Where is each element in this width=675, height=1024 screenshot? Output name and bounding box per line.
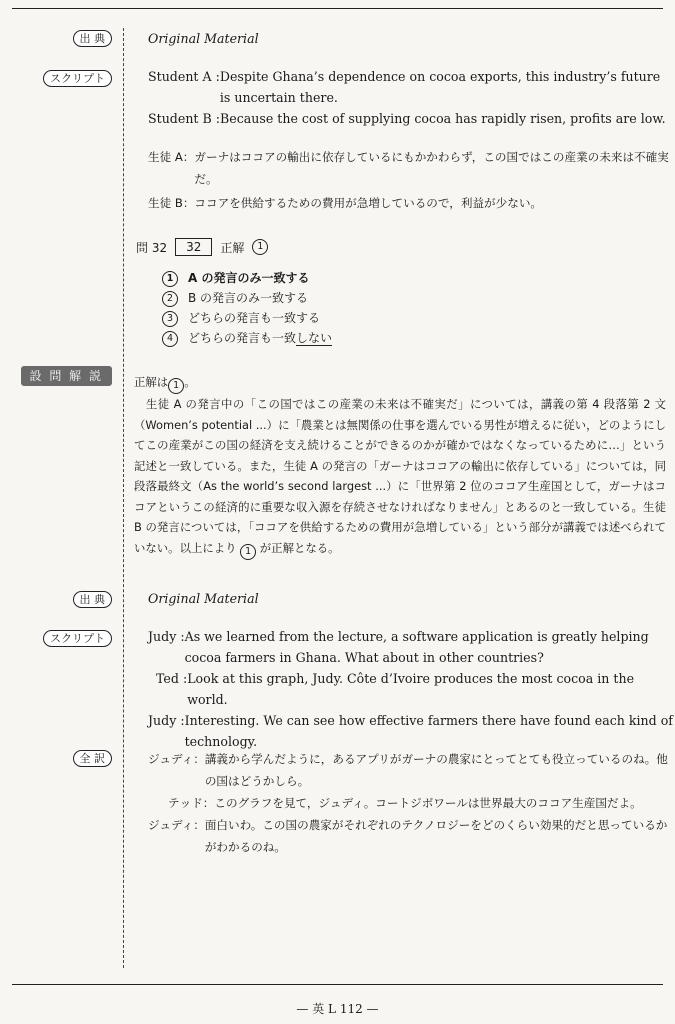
line-text: 面白いわ。この国の農家がそれぞれのテクノロジーをどのくらい効果的だと思っているかがわかるのね。 [204,818,668,854]
script-label-2: スクリプト [43,630,112,647]
line-text: 講義から学んだように，あるアプリがガーナの農家にとってとても役立っているのね。他の国はどうかしら。 [204,752,668,788]
choice-text: B の発言のみ一致する [188,291,309,305]
explanation-answer-line [134,372,666,394]
choice-text: どちらの発言も一致する [188,311,321,325]
explanation-body [134,394,666,560]
answer-number-icon: 1 [168,378,184,394]
question-header [136,238,268,256]
source-label: 出 典 [73,30,113,47]
script-line [148,668,673,710]
bottom-rule [12,984,663,985]
answer-suffix: 。 [184,375,196,389]
choice-item [162,328,332,348]
choice-text: A の発言のみ一致する [188,271,310,285]
speaker: 生徒 B： [148,196,195,210]
choice-number-icon: 2 [162,291,178,307]
choice-list [162,268,332,348]
answer-prefix: 正解は [134,375,169,389]
section1-script [148,66,673,129]
question-number-box: 32 [175,238,212,256]
choice-item [162,268,332,288]
speaker: ジュディ： [148,752,205,766]
section1-title: Original Material [148,31,259,46]
source-label-2: 出 典 [73,591,113,608]
question-label: 問 32 [136,240,168,255]
translation-label: 全 訳 [73,750,113,767]
answer-number-icon: 1 [252,239,268,255]
speaker: テッド： [168,796,215,810]
speaker: Ted : [156,671,188,686]
section2-title: Original Material [148,591,259,606]
speaker: Student B : [148,111,220,126]
explanation-text: 生徒 A の発言中の「この国ではこの産業の未来は不確実だ」については，講義の第 4 段落第 2 文（Women’s potential ...）に「農業とは無関係の仕事を選んでいる男性が増えるに従い，どのようにしてこの産業がこの国の経済を支え続けることができるのかが確かではなくなっているために…」という記述と一致している。また，生徒 A の発言の「ガーナはココアの輸出に依存している」については，同段落最終文（As the world’s second largest ...）に「世界第 2 位のココア生産国として，ガーナはココアというこの経済的に重要な収入源を存続させなければなりません」とあるのと一致している。生徒 B の発言については，「ココアを供給するための費用が急増している」という部分が講義では述べられていない。以上により [134,397,666,555]
script-line [148,66,673,108]
line-text: Interesting. We can see how effective farmers there have found each kind of technology. [184,713,673,749]
script-line [148,626,673,668]
line-text: ココアを供給するための費用が急増しているので，利益が少ない。 [194,196,543,210]
choice-item [162,308,332,328]
section1-translation [148,146,673,214]
speaker: Student A : [148,69,220,84]
line-text: As we learned from the lecture, a software application is greatly helping cocoa farmers in Ghana. What about in other countries? [184,629,649,665]
answer-number-icon: 1 [240,544,256,560]
speaker: 生徒 A： [148,150,195,164]
explanation-block [134,372,666,560]
choice-text-underlined: しない [296,331,333,345]
line-text: このグラフを見て，ジュディ。コートジボワールは世界最大のココア生産国だよ。 [214,796,642,810]
translation-line [148,146,673,190]
translation-line [148,748,673,792]
choice-number-icon: 1 [162,271,178,287]
choice-number-icon: 3 [162,311,178,327]
script-line [148,710,673,752]
page-footer: — 英 L 112 — [296,1002,379,1016]
explanation-text-end: が正解となる。 [259,540,340,555]
choice-text [188,328,332,348]
choice-item [162,288,332,308]
translation-line [148,814,673,858]
section2-translation [148,748,673,858]
choice-number-icon: 4 [162,331,178,347]
translation-line [148,792,673,814]
line-text: ガーナはココアの輸出に依存しているにもかかわらず，この国ではこの産業の未来は不確実だ。 [194,150,669,186]
speaker: Judy : [148,629,185,644]
speaker: Judy : [148,713,185,728]
choice-text-main: どちらの発言も一致 [188,331,297,345]
answer-label: 正解 [220,240,245,255]
line-text: Because the cost of supplying cocoa has rapidly risen, profits are low. [220,111,666,126]
line-text: Despite Ghana’s dependence on cocoa exports, this industry’s future is uncertain there. [219,69,661,105]
script-label: スクリプト [43,70,112,87]
margin-dashed-line [123,28,124,968]
section2-script [148,626,673,752]
script-line [148,108,673,129]
top-rule [12,8,663,9]
explanation-label: 設 問 解 説 [21,366,112,386]
translation-line [148,192,673,214]
line-text: Look at this graph, Judy. Côte d’Ivoire produces the most cocoa in the world. [187,671,635,707]
speaker: ジュディ： [148,818,205,832]
